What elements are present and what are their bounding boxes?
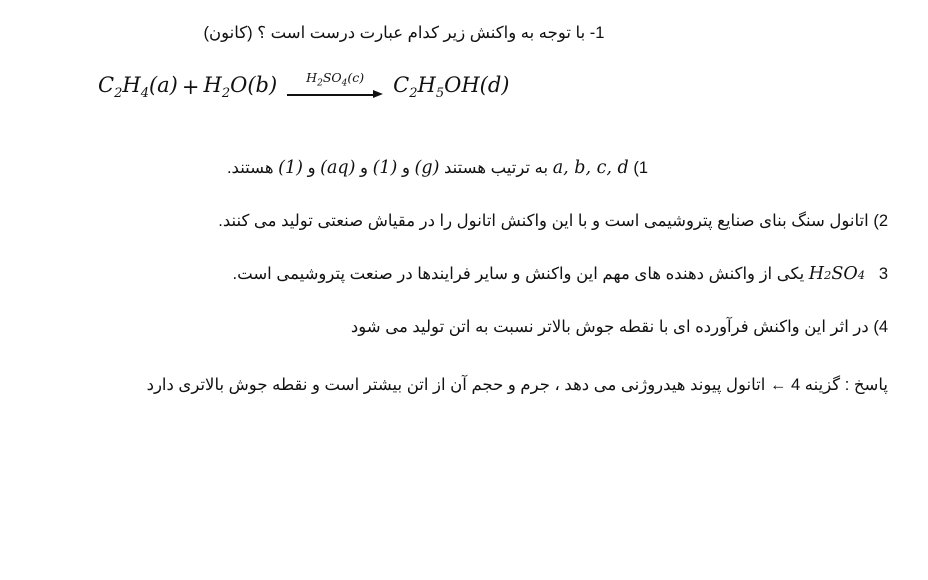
option-3-text: یکی از واکنش دهنده های مهم این واکنش و سایر فرایندها در صنعت پتروشیمی است. — [232, 264, 805, 283]
question-number: 1- — [589, 24, 605, 42]
reaction-arrow — [287, 71, 383, 99]
option-1-text-1: به ترتیب هستند — [443, 158, 549, 177]
option-2-text: اتانول سنگ بنای صنایع پتروشیمی است و با این واکنش اتانول را در مقیاش صنعتی تولید می کنند. — [218, 211, 869, 230]
option-1-and-2: و — [360, 158, 368, 177]
option-3-formula: H2SO4 — [808, 263, 866, 284]
equation-expression — [98, 69, 510, 101]
option-3 — [40, 257, 888, 291]
option-2 — [40, 205, 888, 237]
chemical-equation — [40, 69, 888, 131]
option-1-state-g: (g) — [414, 157, 440, 178]
option-1-state-one-2: (1) — [278, 157, 303, 178]
option-1-symbols: a, b, c, d — [552, 157, 629, 178]
option-4-text: در اثر این واکنش فرآورده ای با نقطه جوش بالاتر نسبت به اتن تولید می شود — [350, 317, 869, 336]
option-3-number: 3 — [878, 264, 888, 283]
option-1-and-1: و — [401, 158, 410, 177]
option-1 — [40, 151, 888, 185]
option-2-number: 2) — [873, 211, 888, 230]
plus-sign: + — [181, 74, 200, 99]
option-4-number: 4) — [873, 317, 888, 336]
question-text: با توجه به واکنش زیر کدام عبارت درست است ؟ (کانون) — [203, 24, 586, 42]
option-1-number: 1) — [633, 158, 648, 177]
option-1-and-3: و — [307, 158, 316, 177]
answer-text: پاسخ : گزینه 4 ← اتانول پیوند هیدروژنی می دهد ، جرم و حجم آن از اتن بیشتر است و نقطه جوش بالاتری دارد — [146, 376, 888, 395]
option-1-state-one-1: (1) — [372, 157, 398, 178]
question-line — [40, 18, 888, 49]
reactant-water: $H_2O(b)$ — [203, 72, 278, 101]
option-4 — [40, 311, 888, 343]
arrow-shaft-icon — [287, 90, 383, 99]
option-1-text-2: هستند. — [226, 158, 274, 177]
reactant-ethene: $C_2H_4(a)$ — [98, 72, 178, 101]
catalyst-label: $H_2SO_4(c)$ — [306, 69, 365, 89]
option-1-state-aq: (aq) — [320, 157, 356, 178]
answer-block — [40, 369, 888, 401]
product-ethanol: $C_2H_5OH(d)$ — [393, 72, 510, 101]
